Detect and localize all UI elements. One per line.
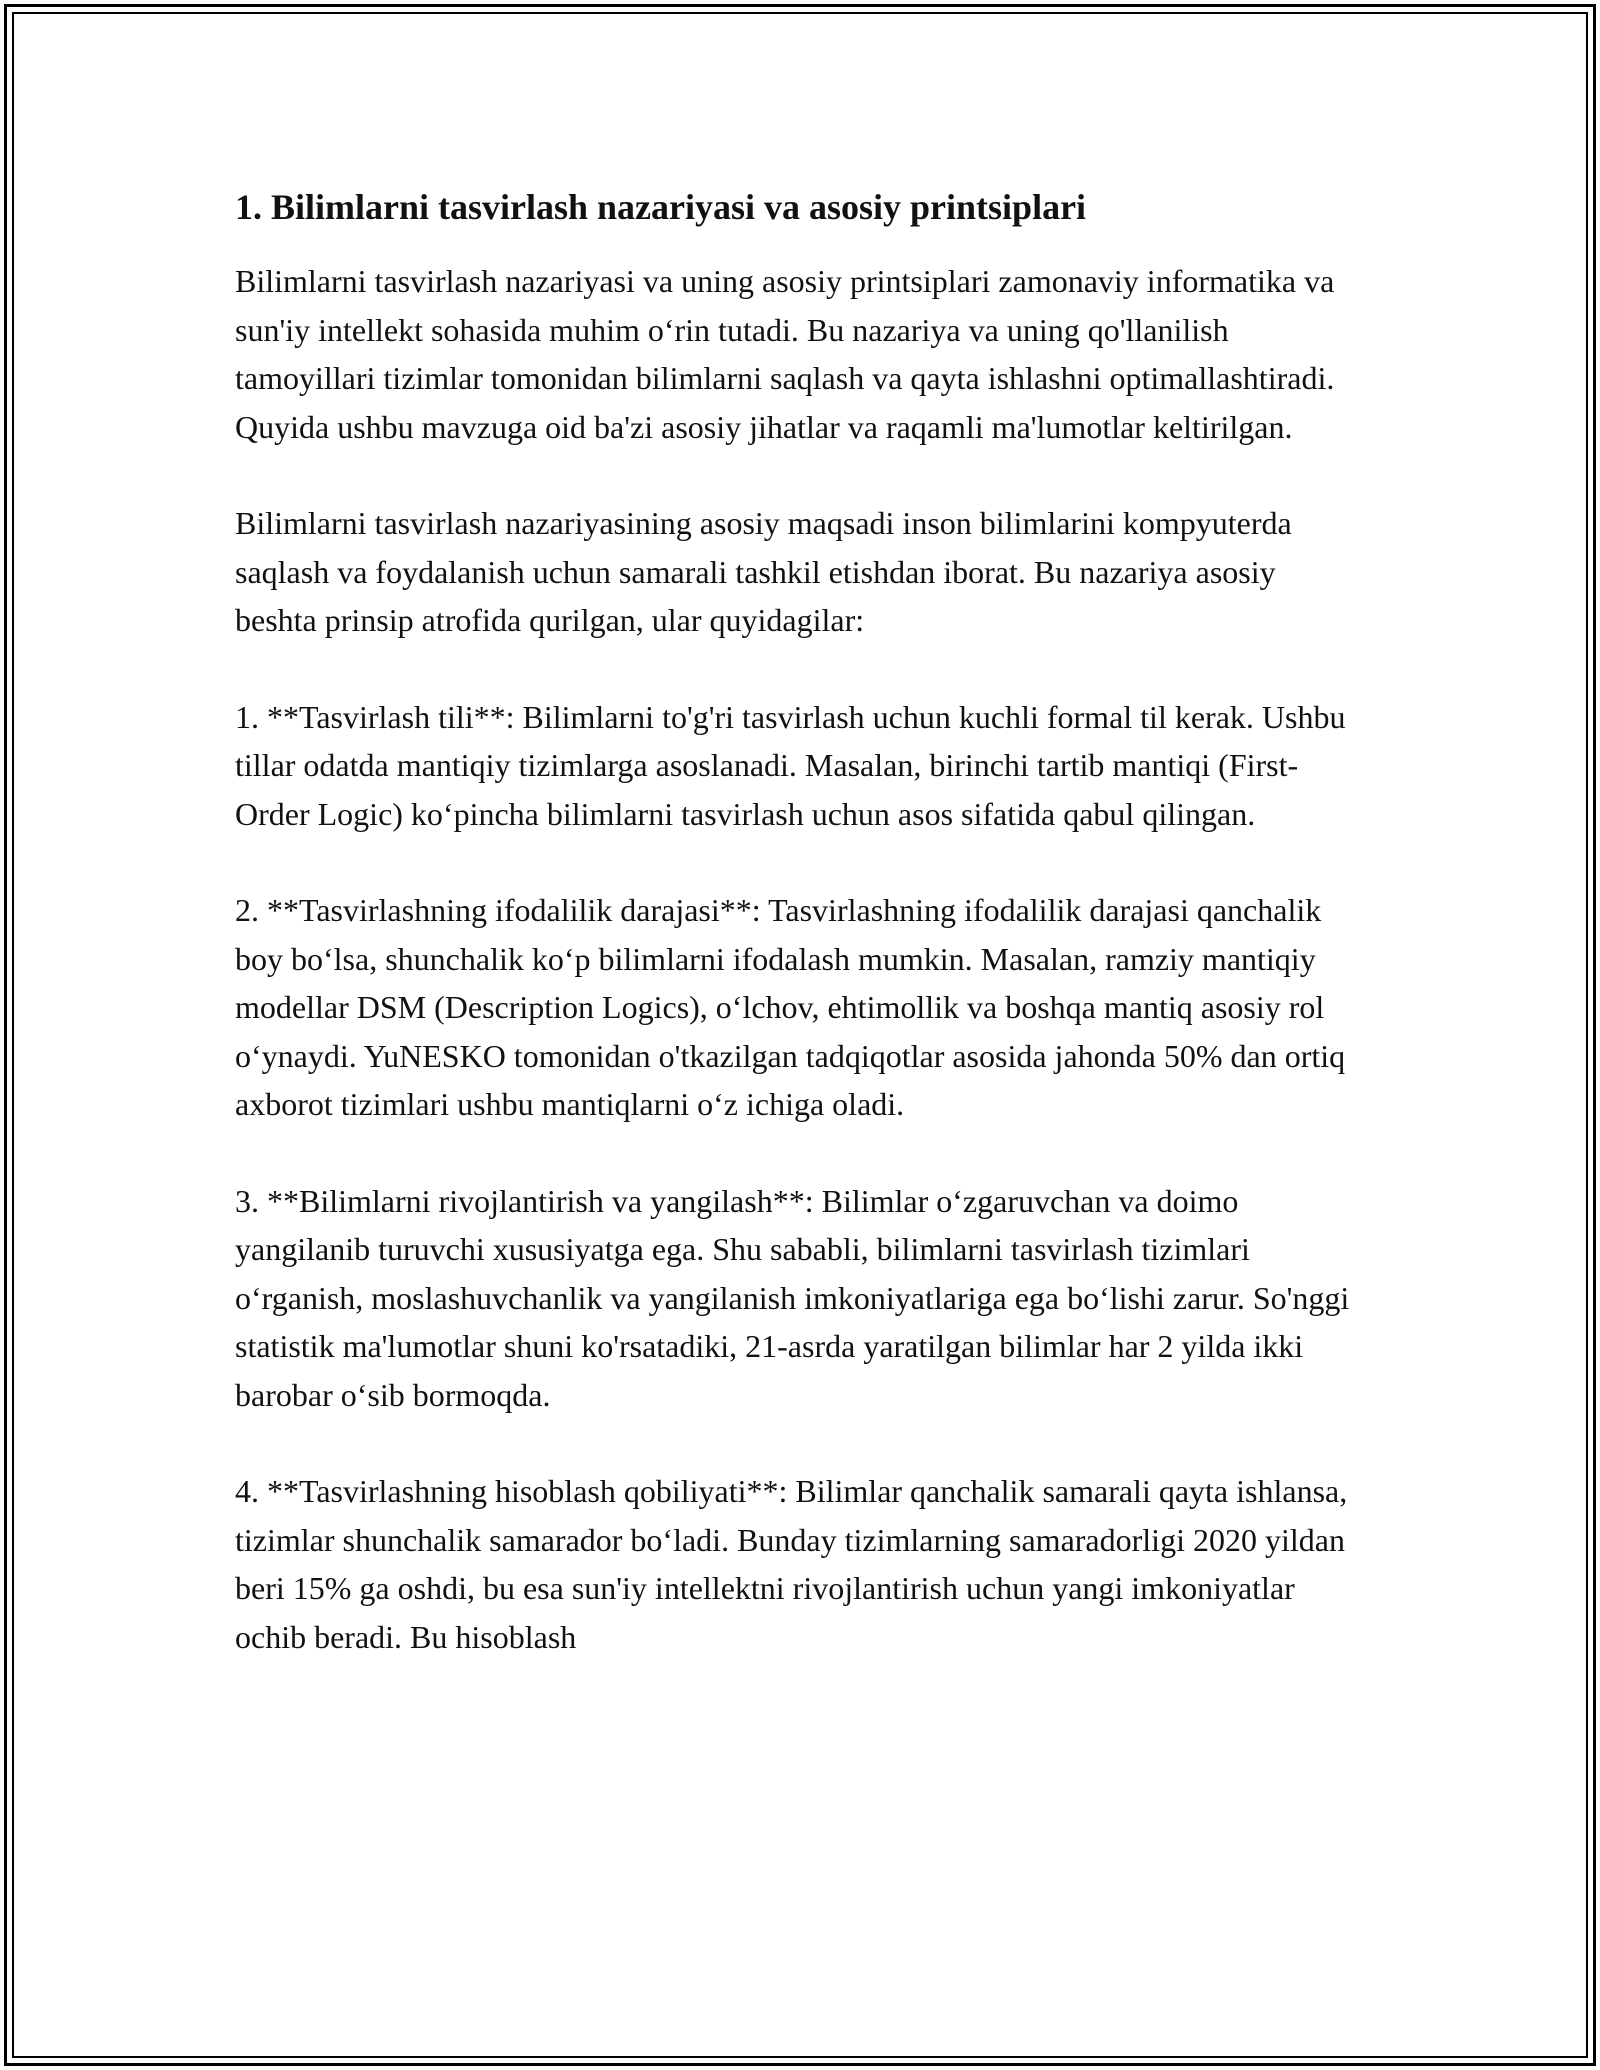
paragraph-principle-3: 3. **Bilimlarni rivojlantirish va yangilash**: Bilimlar o‘zgaruvchan va doimo yangilanib turuvchi xususiyatga ega. Shu sababli, bilimlarni tasvirlash tizimlari o‘rganish, moslashuvchanlik va yangilanish imkoniyatlariga ega bo‘lishi zarur. So'nggi statistik ma'lumotlar shuni ko'rsatadiki, 21-asrda yaratilgan bilimlar har 2 yilda ikki barobar o‘sib bormoqda. (235, 1182, 1350, 1413)
paragraph-goal: Bilimlarni tasvirlash nazariyasining asosiy maqsadi inson bilimlarini kompyuterda saqlash va foydalanish uchun samarali tashkil etishdan iborat. Bu nazariya asosiy beshta prinsip atrofida qurilgan, ular quyidagilar: (235, 505, 1292, 638)
paragraph-principle-2: 2. **Tasvirlashning ifodalilik darajasi**: Tasvirlashning ifodalilik darajasi qanchalik boy bo‘lsa, shunchalik ko‘p bilimlarni ifodalash mumkin. Masalan, ramziy mantiqiy modellar DSM (Description Logics), o‘lchov, ehtimollik va boshqa mantiq asosiy rol o‘ynaydi. YuNESKO tomonidan o'tkazilgan tadqiqotlar asosida jahonda 50% dan ortiq axborot tizimlari ushbu mantiqlarni o‘z ichiga oladi. (235, 892, 1346, 1122)
section-heading: 1. Bilimlarni tasvirlash nazariyasi va asosiy printsiplari (235, 187, 1087, 227)
document-body (235, 183, 1365, 1709)
paragraph-principle-1: 1. **Tasvirlash tili**: Bilimlarni to'g'ri tasvirlash uchun kuchli formal til kerak. Ushbu tillar odatda mantiqiy tizimlarga asoslanadi. Masalan, birinchi tartib mantiqi (First-Order Logic) ko‘pincha bilimlarni tasvirlash uchun asos sifatida qabul qilingan. (235, 698, 1346, 832)
paragraph-principle-4: 4. **Tasvirlashning hisoblash qobiliyati**: Bilimlar qanchalik samarali qayta ishlansa, tizimlar shunchalik samarador bo‘ladi. Bunday tizimlarning samaradorligi 2020 yildan beri 15% ga oshdi, bu esa sun'iy intellektni rivojlantirish uchun yangi imkoniyatlar ochib beradi. Bu hisoblash (235, 1473, 1348, 1655)
paragraph-intro: Bilimlarni tasvirlash nazariyasi va uning asosiy printsiplari zamonaviy informatika va sun'iy intellekt sohasida muhim o‘rin tutadi. Bu nazariya va uning qo'llanilish tamoyillari tizimlar tomonidan bilimlarni saqlash va qayta ishlashni optimallashtiradi. Quyida ushbu mavzuga oid ba'zi asosiy jihatlar va raqamli ma'lumotlar keltirilgan. (235, 263, 1335, 445)
